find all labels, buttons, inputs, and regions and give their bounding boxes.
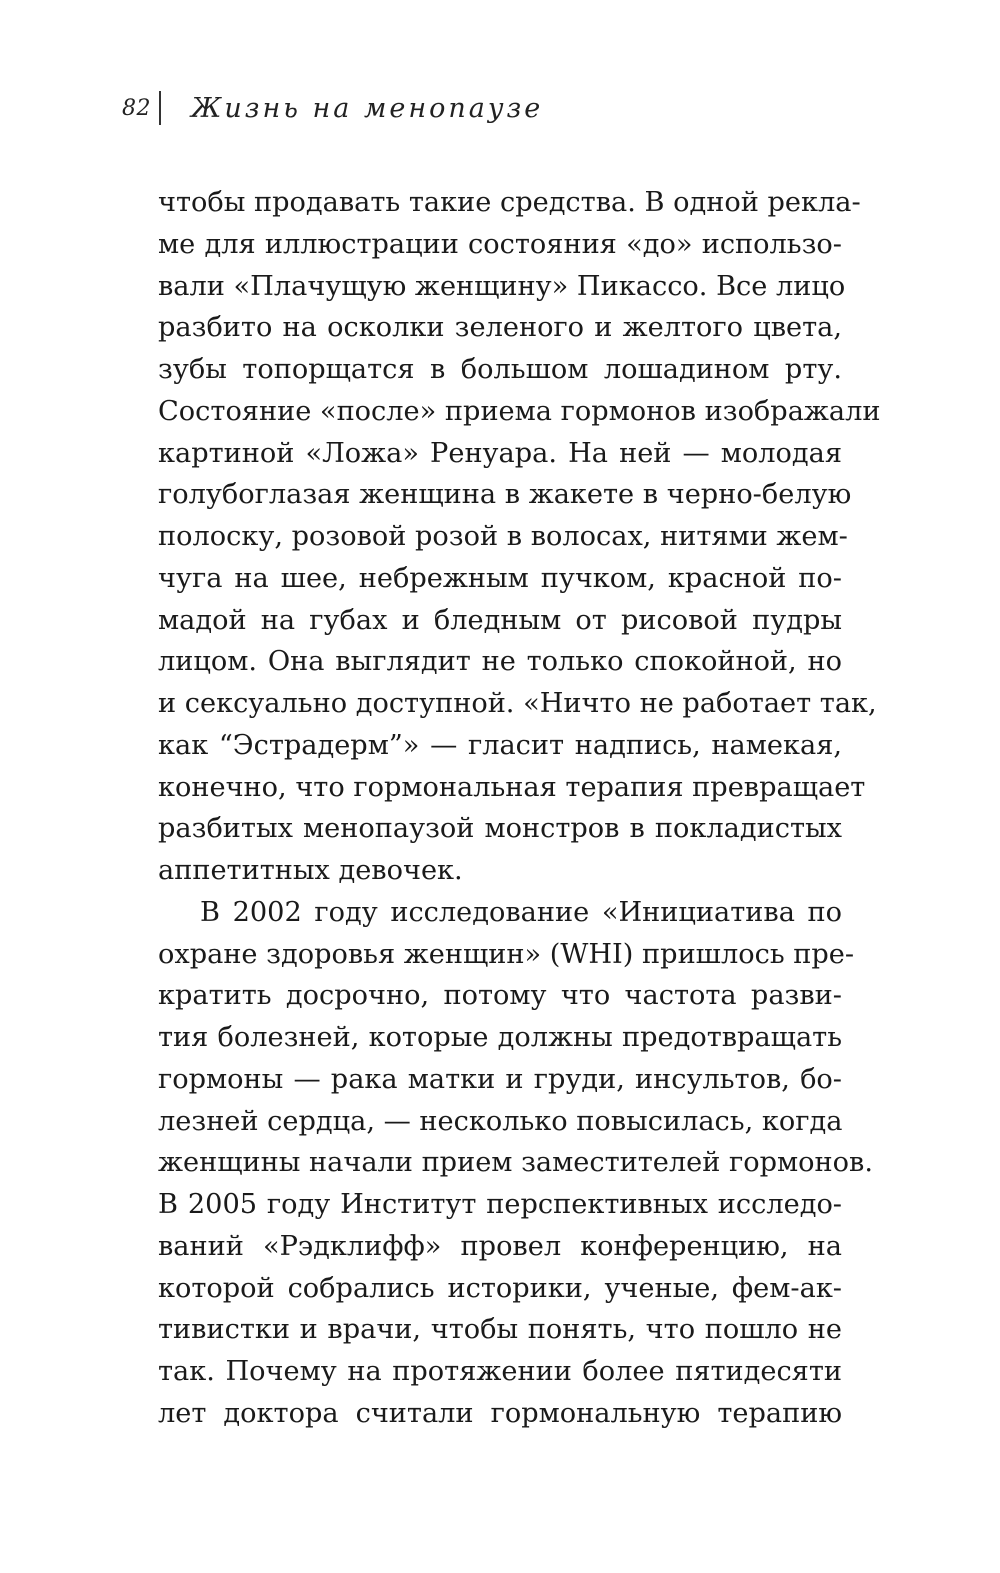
text-line: кратить досрочно, потому что частота разви- — [158, 980, 842, 1012]
text-line: как “Эстрадерм”» — гласит надпись, намекая, — [158, 729, 842, 761]
text-line: чтобы продавать такие средства. В одной рекла- — [158, 187, 861, 218]
text-line: полоску, розовой розой в волосах, нитями жем- — [158, 521, 848, 552]
text-line: голубоглазая женщина в жакете в черно-белую — [158, 479, 852, 511]
text-line: конечно, что гормональная терапия превращает — [158, 771, 866, 803]
text-line: вали «Плачущую женщину» Пикассо. Все лицо — [158, 270, 846, 302]
text-line: и сексуально доступной. «Ничто не работает так, — [158, 688, 877, 719]
text-line: ваний «Рэдклифф» провел конференцию, на — [158, 1230, 842, 1262]
text-line: картиной «Ложа» Ренуара. На ней — молодая — [158, 437, 842, 469]
paragraph-2 — [158, 892, 873, 1435]
text-line: которой собрались историки, ученые, фем-ак- — [158, 1272, 842, 1304]
text-line: зубы топорщатся в большом лошадином рту. — [158, 354, 842, 385]
text-line: лицом. Она выглядит не только спокойной, но — [158, 646, 842, 678]
text-line: женщины начали прием заместителей гормонов. — [158, 1147, 873, 1179]
text-line: разбито на осколки зеленого и желтого цвета, — [158, 312, 842, 344]
text-line: лет доктора считали гормональную терапию — [158, 1397, 842, 1429]
text-line: Состояние «после» приема гормонов изображали — [158, 395, 881, 427]
body-text — [158, 182, 881, 1435]
text-line: ме для иллюстрации состояния «до» использо- — [158, 228, 842, 260]
paragraph-1 — [158, 182, 881, 892]
text-line: аппетитных девочек. — [158, 855, 463, 886]
text-line: лезней сердца, — несколько повысилась, когда — [158, 1105, 843, 1137]
text-line: охране здоровья женщин» (WHI) пришлось пре- — [158, 938, 855, 970]
running-title: Жизнь на менопаузе — [191, 92, 544, 124]
header-divider — [159, 91, 161, 125]
text-line: гормоны — рака матки и груди, инсультов, бо- — [158, 1063, 842, 1095]
page-header — [122, 88, 543, 128]
text-line: В 2002 году исследование «Инициатива по — [200, 896, 842, 928]
text-line: так. Почему на протяжении более пятидесяти — [158, 1356, 842, 1387]
text-line: чуга на шее, небрежным пучком, красной по- — [158, 562, 842, 594]
page-number: 82 — [122, 95, 151, 121]
text-line: разбитых менопаузой монстров в покладистых — [158, 813, 842, 845]
text-line: В 2005 году Институт перспективных исследо- — [158, 1189, 842, 1220]
text-line: мадой на губах и бледным от рисовой пудры — [158, 604, 842, 636]
text-line: тивистки и врачи, чтобы понять, что пошло не — [158, 1314, 842, 1346]
text-line: тия болезней, которые должны предотвращать — [158, 1022, 842, 1053]
